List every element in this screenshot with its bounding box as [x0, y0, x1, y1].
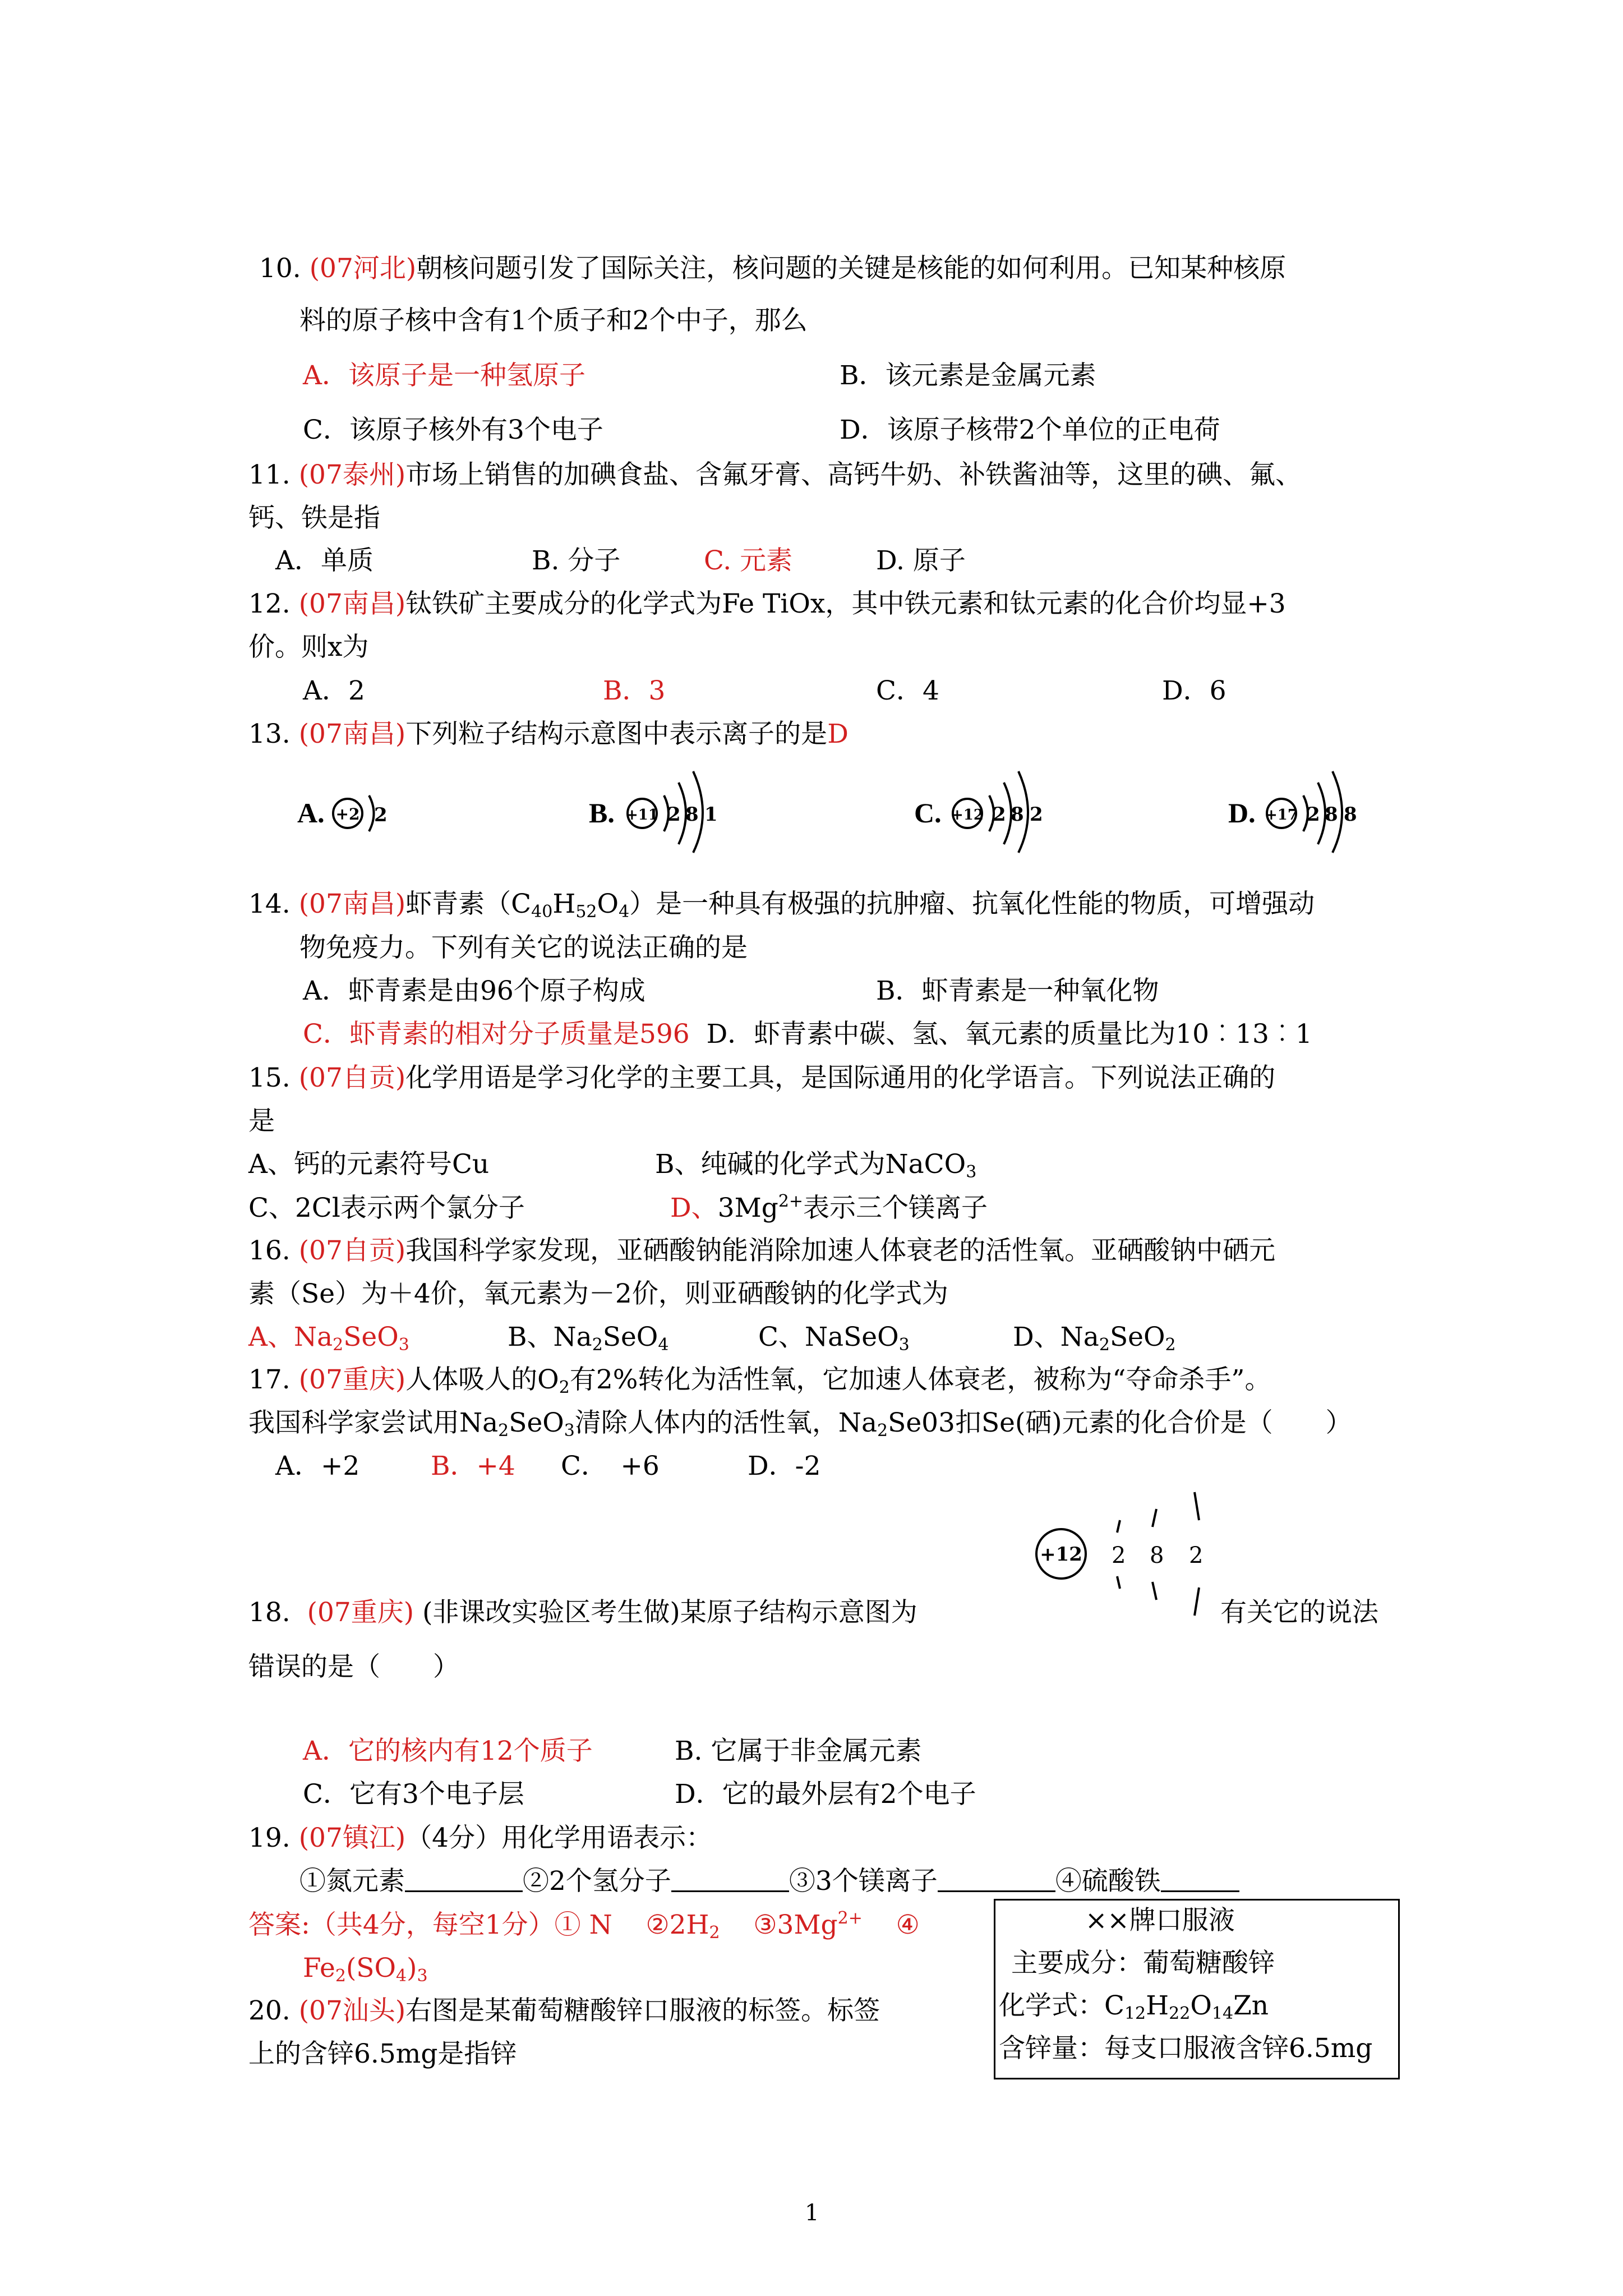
q14-option-b: B．虾青素是一种氧化物: [876, 976, 1159, 1006]
q18-line1-end: 有关它的说法: [1220, 1597, 1378, 1628]
label-zinc: 含锌量：每支口服液含锌6.5mg: [999, 2033, 1373, 2064]
q11-option-c: C. 元素: [704, 545, 793, 576]
q14-option-d: D．虾青素中碳、氢、氧元素的质量比为10︰13︰1: [706, 1019, 1312, 1050]
q12-line2: 价。则x为: [248, 632, 369, 662]
product-label-box: [994, 1899, 1400, 2079]
q17-option-c: C． +6: [561, 1451, 660, 1481]
q11-option-d: D. 原子: [876, 545, 966, 576]
question-stem: 朝核问题引发了国际关注，核问题的关键是核能的如何利用。已知某种核原: [416, 253, 1287, 284]
q14-line2: 物免疫力。下列有关它的说法正确的是: [299, 932, 748, 963]
svg-text:1: 1: [704, 803, 718, 826]
q15-line2: 是: [248, 1106, 275, 1137]
q17-option-a: A．+2: [275, 1451, 360, 1481]
q20-line2: 上的含锌6.5mg是指锌: [248, 2039, 517, 2069]
q16-option-b: B、$Na_2SeO_4$: [508, 1322, 669, 1355]
svg-text:B.: B.: [589, 797, 615, 829]
atom-diagram-c: [914, 732, 1082, 855]
q18-line1: 18. (07重庆) (非课改实验区考生做)某原子结构示意图为: [248, 1597, 917, 1628]
atom-diagram-q18: [1032, 1487, 1234, 1621]
svg-text:2: 2: [993, 803, 1006, 826]
q19-items: ①氮元素 ②2个氢分子 ③3个镁离子 ④硫酸铁: [299, 1864, 1239, 1899]
q18-option-d: D．它的最外层有2个电子: [675, 1779, 976, 1810]
q19-answer: 答案:（共4分，每空1分）① N $②2H_2$ $③3Mg^{2+}$ ④: [248, 1908, 920, 1943]
svg-text:+12: +12: [951, 807, 984, 823]
atom-diagram-a: [297, 763, 421, 858]
q10-option-c: C．该原子核外有3个电子: [303, 415, 603, 445]
answer-blank-4[interactable]: [1161, 1868, 1239, 1892]
q17-option-d: D．-2: [748, 1451, 821, 1481]
q11-line2: 钙、铁是指: [248, 503, 380, 533]
q12-option-a: A．2: [303, 675, 365, 706]
q16-option-d: D、$Na_2SeO_2$: [1013, 1322, 1176, 1355]
q15-option-c: C、2Cl表示两个氯分子: [248, 1193, 525, 1223]
q12-option-c: C．4: [876, 675, 939, 706]
question-source: (07河北): [309, 253, 417, 284]
question-number: 10.: [259, 253, 301, 284]
svg-text:A.: A.: [297, 797, 325, 829]
q15-line1: 15. (07自贡)化学用语是学习化学的主要工具，是国际通用的化学语言。下列说法正确的: [248, 1062, 1276, 1093]
q15-option-a: A、钙的元素符号Cu: [248, 1149, 490, 1180]
q10-option-d: D．该原子核带2个单位的正电荷: [840, 415, 1220, 445]
q16-line2: 素（Se）为＋4价，氧元素为－2价，则亚硒酸钠的化学式为: [248, 1278, 948, 1309]
svg-text:2: 2: [374, 804, 388, 826]
q19-answer-4: $Fe_2(SO_4)_3$: [303, 1953, 428, 1986]
q10-line1: [259, 251, 1286, 287]
label-formula: 化学式：$C_{12}H_{22}O_{14}Zn$: [999, 1990, 1269, 2023]
svg-text:+11: +11: [626, 807, 658, 823]
q11-line1: 11. (07泰州)市场上销售的加碘食盐、含氟牙膏、高钙牛奶、补铁酱油等，这里的碘、氟、: [248, 459, 1302, 490]
svg-text:+17: +17: [1265, 807, 1298, 823]
q10-line2: 料的原子核中含有1个质子和2个中子，那么: [299, 305, 808, 336]
q10-option-a: A．该原子是一种氢原子: [303, 360, 585, 391]
svg-text:8: 8: [1325, 803, 1338, 826]
svg-text:8: 8: [685, 803, 699, 826]
answer-key: D: [827, 719, 849, 749]
svg-text:2: 2: [1112, 1543, 1126, 1568]
q16-option-c: C、NaSeO$_3$: [758, 1322, 910, 1355]
svg-text:8: 8: [1011, 803, 1024, 826]
answer-blank-1[interactable]: [405, 1868, 523, 1892]
q16-line1: 16. (07自贡)我国科学家发现，亚硒酸钠能消除加速人体衰老的活性氧。亚硒酸钠中硒元: [248, 1235, 1276, 1266]
page-number: 1: [805, 2200, 819, 2226]
q12-option-b: B．3: [603, 675, 666, 706]
q17-line2: 我国科学家尝试用$Na_2SeO_3$清除人体内的活性氧，$Na_2Se03$扣Se(硒)元素的化合价是（ ）: [248, 1407, 1352, 1441]
q18-option-c: C．它有3个电子层: [303, 1779, 524, 1810]
q14-line1: 14. (07南昌)虾青素$(C_{40}H_{52}O_4)$是一种具有极强的抗肿瘤、抗氧化性能的物质，可增强动: [248, 889, 1315, 922]
q18-option-a: A．它的核内有12个质子: [303, 1736, 593, 1766]
q14-line-cd: [303, 1016, 1312, 1052]
q18-option-b: B. 它属于非金属元素: [675, 1736, 922, 1766]
svg-text:D.: D.: [1228, 797, 1256, 829]
q19-line1: 19. (07镇江)（4分）用化学用语表示：: [248, 1823, 713, 1853]
atom-diagram-b: [589, 732, 757, 855]
q17-option-b: B．+4: [431, 1451, 515, 1481]
answer-blank-2[interactable]: [671, 1868, 789, 1892]
q11-option-a: A．单质: [275, 545, 374, 576]
q11-option-b: B. 分子: [532, 545, 621, 576]
answer-blank-3[interactable]: [938, 1868, 1055, 1892]
q14-option-a: A．虾青素是由96个原子构成: [303, 976, 645, 1006]
q14-option-c: C．虾青素的相对分子质量是596: [303, 1019, 690, 1050]
svg-text:2: 2: [1307, 803, 1320, 826]
q13-line1: 13. (07南昌)下列粒子结构示意图中表示离子的是D: [248, 719, 849, 749]
q20-line1: 20. (07汕头)右图是某葡萄糖酸锌口服液的标签。标签: [248, 1995, 880, 2026]
q18-line2: 错误的是（ ）: [248, 1651, 459, 1682]
svg-text:+12: +12: [1040, 1543, 1082, 1566]
svg-text:2: 2: [1189, 1543, 1204, 1568]
svg-text:2: 2: [667, 803, 681, 826]
svg-text:8: 8: [1344, 803, 1357, 826]
q17-line1: 17. (07重庆)人体吸人的$O_2$有2%转化为活性氧，它加速人体衰老，被称为“夺命杀手”。: [248, 1364, 1271, 1397]
svg-text:2: 2: [1030, 803, 1043, 826]
q16-option-a: A、$Na_2SeO_3$: [248, 1322, 409, 1355]
q15-option-d: D、$3Mg^{2+}$表示三个镁离子: [670, 1191, 988, 1223]
svg-text:+2: +2: [335, 805, 360, 823]
q12-option-d: D．6: [1162, 675, 1227, 706]
label-ingredient: 主要成分：葡萄糖酸锌: [1011, 1948, 1275, 1978]
q15-option-b: B、纯碱的化学式为NaCO$_3$: [655, 1149, 977, 1182]
q10-option-b: B．该元素是金属元素: [840, 360, 1096, 391]
svg-text:8: 8: [1150, 1543, 1164, 1568]
svg-text:C.: C.: [914, 797, 942, 829]
label-title: ××牌口服液: [1085, 1905, 1235, 1936]
q12-line1: 12. (07南昌)钛铁矿主要成分的化学式为Fe TiOx，其中铁元素和钛元素的化合价均显+3: [248, 588, 1286, 619]
atom-diagram-d: [1228, 732, 1396, 855]
